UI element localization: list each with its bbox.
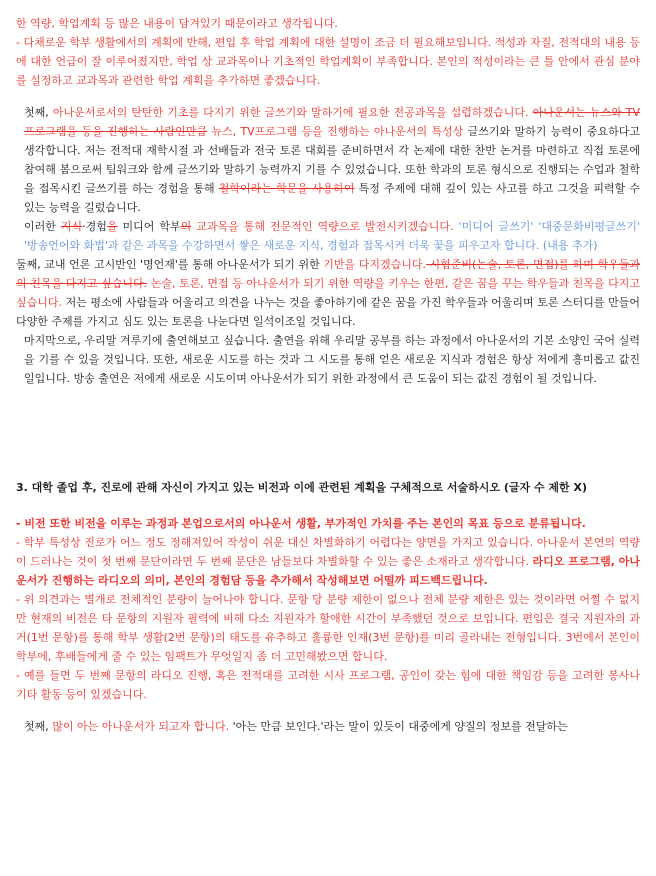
revision-deleted: 철학이라는 학문을 사용하여 — [218, 182, 355, 195]
spacer — [16, 704, 640, 717]
intro-tail-line: 한 역량, 학업계획 등 많은 내용이 담겨있기 때문이라고 생각됩니다. — [16, 17, 338, 30]
revision-inserted: 기반을 다지겠습니다. — [323, 258, 426, 271]
note-added-content: '미디어 글쓰기' '대중문화비평글쓰기' '방송언어와 화법'과 같은 과목을 수강하면서 쌓은 새로운 지식, 경험과 접목시켜 더욱 꽃을 피우고자 합니다. (내용 추가) — [24, 220, 641, 252]
revision-deleted: 아나운서는 뉴스와 TV프로그램을 등을 진행하는 사람인만큼 — [24, 106, 641, 138]
paragraph-then — [16, 217, 640, 255]
revision-deleted: 지식 — [60, 220, 83, 233]
revision-inserted: 교과목을 통해 전문적인 역량으로 발전시키겠습니다. — [191, 220, 454, 233]
paragraph-second — [16, 255, 640, 331]
feedback-comment-highlight: 라디오 프로그램, 아나운서가 진행하는 라디오의 의미, 본인의 경험담 등을 추가해서 작성해보면 어떨까 피드백드립니다. — [16, 555, 640, 587]
feedback-comment-differentiation — [16, 533, 640, 590]
paragraph-final-body: '아는 만큼 보인다.'라는 말이 있듯이 대중에게 양질의 정보를 전달하는 — [229, 720, 568, 733]
feedback-comment-text: - 학부 특성상 진로가 어느 정도 정해져있어 작성이 쉬운 대신 차별화하기 어렵다는 양면을 가지고 있습니다. 아나운서 본연의 역량이 드러나는 것이 첫 번째 문단이라면 두 번째 문단은 남들보다 차별화할 수 있는 좋은 소재라고 생각합니다. — [16, 536, 640, 568]
document-page — [16, 14, 640, 736]
paragraph-then-text: ·경험 — [82, 220, 107, 233]
question-3-title: 3. 대학 졸업 후, 진로에 관해 자신이 가지고 있는 비전과 이에 관련된 계획을 구체적으로 서술하시오 (글자 수 제한 X) — [16, 481, 588, 494]
paragraph-first-body-end: 특정 주제에 대해 깊이 있는 사고를 하고 그것을 피력할 수 있는 능력을 길렀습니다. — [24, 182, 641, 214]
paragraph-final — [16, 717, 640, 736]
revision-deleted: 시험준비(논술, 토론, 면접)를 하며 학우들과의 친목을 다지고 싶습니다. — [16, 258, 640, 290]
revision-deleted: 의 — [180, 220, 192, 233]
paragraph-second-body: 저는 평소에 사람들과 어울리고 의견을 나누는 것을 좋아하기에 같은 꿈을 가진 학우들과 어울리며 토론 스터디를 만들어 다양한 주제를 가지고 심도 있는 토론을 나눈다면 일석이조일 것입니다. — [16, 296, 640, 328]
revision-inserted: 아나운서로서의 탄탄한 기초를 다지기 위한 글쓰기와 말하기에 필요한 전공과목을 섭렵하겠습니다. — [52, 106, 529, 119]
paragraph-then-lead: 이러한 — [24, 220, 61, 233]
feedback-comment-examples: - 예를 들면 두 번째 문항의 라디오 진행, 혹은 전적대를 고려한 시사 프로그램, 공인이 갖는 힘에 대한 책임감 등을 고려한 봉사나 기타 활동 등이 있겠습니다. — [16, 669, 640, 701]
revision-inserted: 논술, 토론, 면접 등 아나운서가 되기 위한 역량을 키우는 한편, 같은 꿈을 꾸는 학우들과 친목을 다지고 싶습니다. — [16, 277, 640, 309]
revision-inserted: 뉴스, TV프로그램 등을 진행하는 아나운서의 특성상 — [211, 125, 464, 138]
revision-deleted: 을 — [106, 220, 118, 233]
spacer — [16, 388, 640, 478]
paragraph-first-lead: 첫째, — [24, 106, 53, 119]
spacer — [16, 90, 640, 103]
revision-inserted: 많이 아는 아나운서가 되고자 합니다. — [52, 720, 230, 733]
paragraph-last: 마지막으로, 우리말 겨루기에 출연해보고 싶습니다. 출연을 위해 우리말 공부를 하는 과정에서 아나운서의 기본 소양인 국어 실력을 기를 수 있을 것입니다. 또한, 새로운 시도를 하는 것과 그 시도를 통해 얻은 새로운 지식과 경험은 항상 저에게 흥미롭고 값진 일입니다. 방송 출연은 저에게 새로운 시도이며 아나운서가 되기 위한 과정에서 큰 도움이 되는 값진 경험이 될 것입니다. — [24, 334, 640, 385]
feedback-comment-length: - 위 의견과는 별개로 전체적인 분량이 늘어나야 합니다. 문항 당 분량 제한이 없으나 전체 분량 제한은 있는 것이라면 어쩔 수 없지만 현재의 비전은 타 문항의 지원자 필력에 비해 다소 지원자가 할애한 시간이 부족했던 것으로 보입니다. 편입은 결국 지원자의 과거(1번 문항)를 통해 학부 생활(2번 문항)의 태도를 유추하고 훌륭한 인재(3번 문항)를 미리 골라내는 전형입니다. 3번에서 본인이 학부에, 후배들에게 줄 수 있는 임팩트가 무엇일지 좀 더 고민해봤으면 합니다. — [16, 593, 640, 663]
paragraph-final-lead: 첫째, — [24, 720, 53, 733]
paragraph-first — [16, 103, 640, 217]
paragraph-first-body: 글쓰기와 말하기 능력이 중요하다고 생각합니다. 저는 전적대 재학시절 과 선배들과 전국 토론 대회를 준비하면서 각 논제에 대한 찬반 논거를 마련하고 직접 토론에 참여해 봄으로써 팀워크와 함께 글쓰기와 말하기 능력까지 기를 수 있었습니다. 또한 학과의 토론 형식으로 진행되는 수업과 철학을 접목시킨 글쓰기를 하는 경험을 통해 — [24, 125, 641, 195]
feedback-comment-vision: - 비전 또한 비전을 이루는 과정과 본업으로서의 아나운서 생활, 부가적인 가치를 주는 본인의 목표 등으로 분류됩니다. — [16, 517, 586, 530]
paragraph-then-text: 미디어 학부 — [117, 220, 181, 233]
spacer — [16, 497, 640, 514]
paragraph-second-lead: 둘째, 교내 언론 고시반인 '명언재'를 통해 아나운서가 되기 위한 — [16, 258, 324, 271]
feedback-comment-study-plan: - 다채로운 학부 생활에서의 계획에 반해, 편입 후 학업 계획에 대한 설명이 조금 더 필요해보입니다. 적성과 자질, 전적대의 내용 등에 대한 언급이 잘 이루어졌지만, 학업 상 교과목이나 기초적인 학업계획이 부족합니다. 본인의 적성이라는 큰 틀 안에서 관심 분야를 설정하고 교과목과 관련한 학업 계획을 추가하면 좋겠습니다. — [16, 36, 640, 87]
